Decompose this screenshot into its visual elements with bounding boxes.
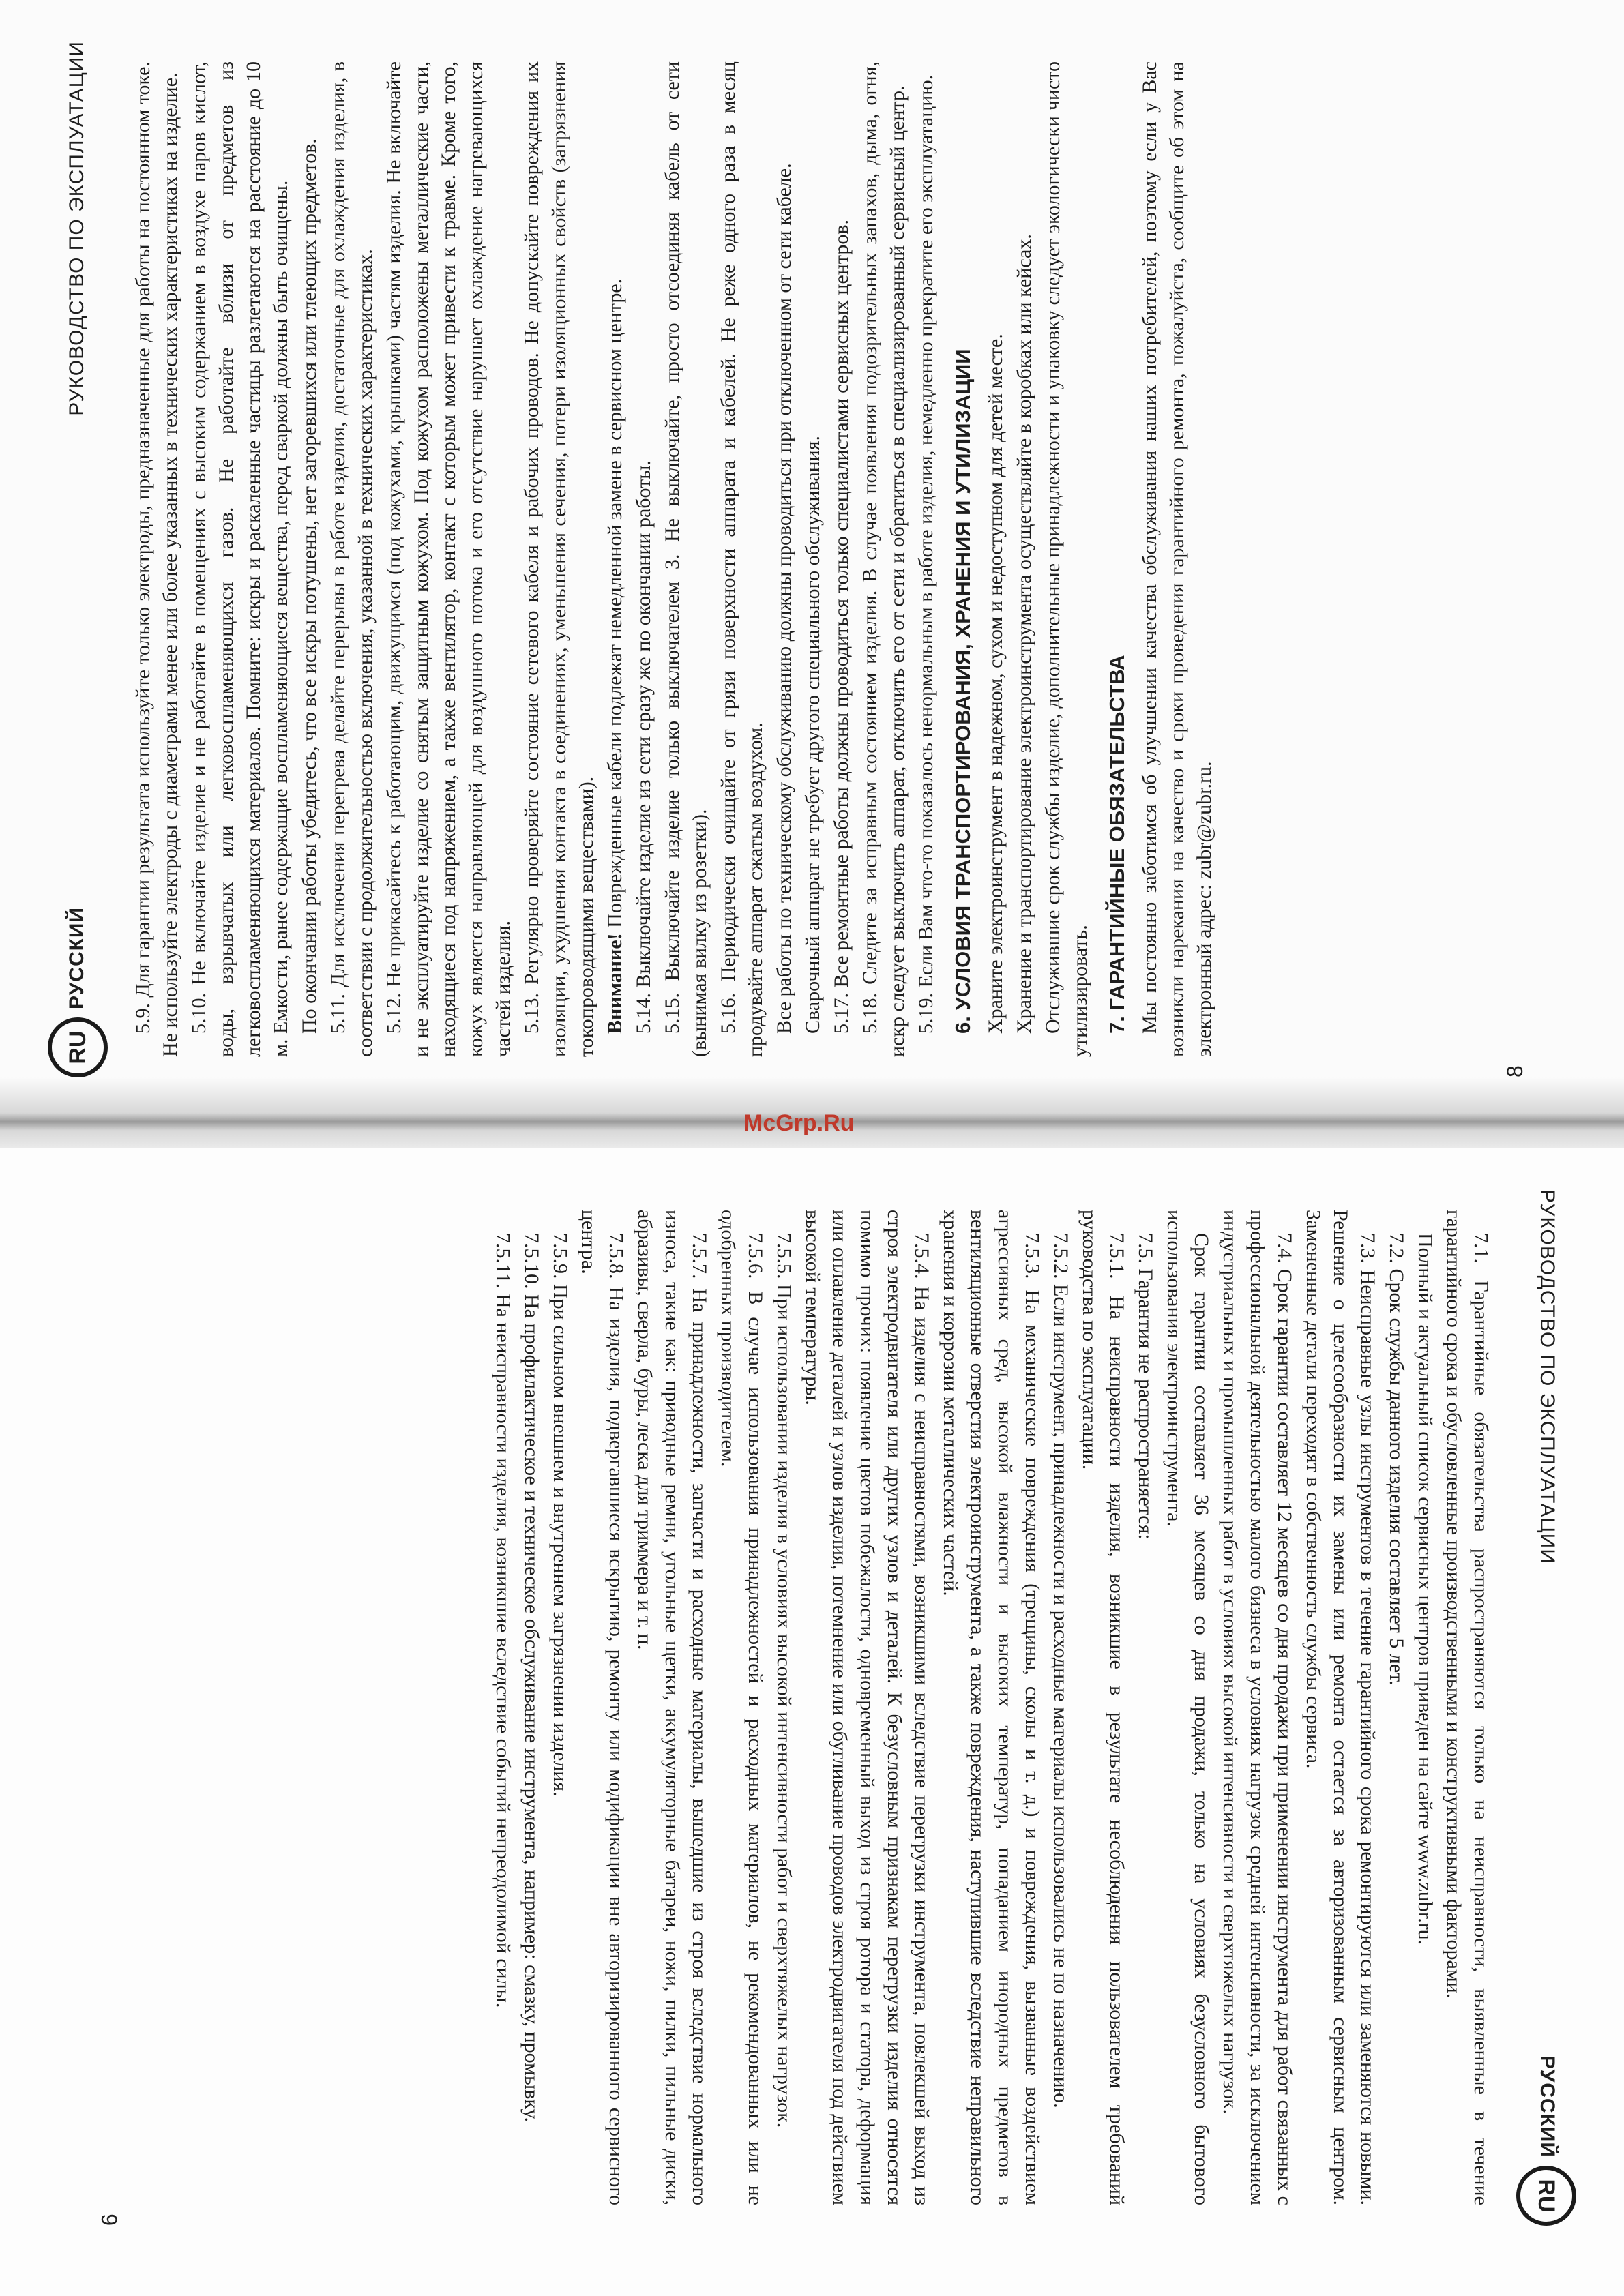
paragraph: 7.5.8. На изделия, подвергавшиеся вскрытию, ремонту или модификации вне авторизированного сервисного центра. [578, 1210, 628, 2205]
paragraph: Сварочный аппарат не требует другого специального обслуживания. [801, 435, 824, 1034]
paragraph: 7.2. Срок службы данного изделия составляет 5 лет. [1385, 1233, 1408, 1686]
page-content [130, 61, 1460, 1057]
paragraph: Полный и актуальный список сервисных центров приведен на сайте www.zubr.ru. [1414, 1233, 1436, 1945]
page-8 [0, 0, 1569, 1118]
watermark: McGrp.Ru [743, 1110, 855, 1136]
paragraph: 7.5.4. На изделия с неисправностями, возникшими вследствие перегрузки инструмента, повлекшей выход из строя электродвигателя или других узлов и деталей. К безусловным признакам перегрузки изделия относятся помимо прочих: появление цветов побежалости, одновременный выход из строя ротора и статора, деформация или оплавление деталей и узлов изделия, потемнение или обугливание проводов электродвигателя под действием высокой температуры. [801, 1210, 933, 2205]
paragraph: 7.3. Неисправные узлы инструментов в течение гарантийного срока ремонтируются или заменяются новыми. Решение о целесообразности их замены или ремонта остается за авторизованным сервисным центром. Замененные детали переходят в собственность службы сервиса. [1302, 1210, 1379, 2205]
paragraph: 5.14. Выключайте изделие из сети сразу же по окончании работы. [632, 460, 655, 1034]
page-number: 9 [97, 2213, 121, 2226]
page-content [164, 1210, 1494, 2205]
warning-text: Поврежденные кабели подлежат немедленной замене в сервисном центре. [604, 278, 626, 934]
paragraph: 7.5.5. При использовании изделия в условиях высокой интенсивности работ и сверхтяжелых нагрузок. [773, 1233, 795, 2128]
paragraph: Хранение и транспортирование электроинструмента осуществляйте в коробках или кейсах. [1013, 234, 1035, 1034]
paragraph: 7.5.10. На профилактическое и техническое обслуживание инструмента, например: смазку, промывку. [520, 1233, 543, 2123]
page-9-sheet [0, 1148, 1624, 2296]
paragraph: 7.4. Срок гарантии составляет 12 месяцев со дня продажи при применении инструмента для работ связанных с профессиональной деятельностью малого бизнеса в условиях нагрузок средней интенсивности, за исключением индустриальных и промышленных работ в условиях высокой интенсивности и сверхтяжелых нагрузок. [1219, 1210, 1296, 2205]
paragraph: 5.19. Если Вам что-то показалось ненормальным в работе изделия, немедленно прекратите его эксплуатацию. [915, 74, 937, 1034]
paragraph: 5.16. Периодически очищайте от грязи поверхности аппарата и кабелей. Не реже одного раза в месяц продувайте аппарат сжатым воздухом. [717, 61, 767, 1057]
page-number: 8 [1503, 1065, 1527, 1077]
paragraph: Срок гарантии составляет 36 месяцев со дня продажи, только на условиях безусловного бытового использования электроинструмента. [1163, 1210, 1213, 2205]
paragraph: Отслужившие срок службы изделие, дополнительные принадлежности и упаковку следует экологически чисто утилизировать. [1042, 61, 1091, 1057]
paragraph: 5.10. Не включайте изделие и не работайте в помещениях с высоким содержанием в воздухе паров кислот, воды, взрывчатых или легковоспламеняющихся газов. Не работайте вблизи от предметов из легковоспламеняющихся материалов. Помните: искры и раскаленные частицы разлетаются на расстояние до 10 м. Емкости, ранее содержащие воспламеняющиеся вещества, перед сваркой должны быть очищены. [188, 61, 292, 1057]
paragraph: 7.5.11. На неисправности изделия, возникшие вследствие событий непреодолимой силы. [492, 1233, 514, 2008]
warning-paragraph [602, 61, 629, 1057]
language-badge: RU [48, 1017, 108, 1077]
paragraph: 5.12. Не прикасайтесь к работающим, движущимся (под кожухами, крышками) частям изделия. Не включайте и не эксплуатируйте изделие со снятым защитным кожухом. Под кожухом расположены металлические части, находящиеся под напряжением, а также вентилятор, контакт с которым может привести к травме. Кроме того, кожух является направляющей для воздушного потока и его отсутствие нарушает охлаждение нагревающихся частей изделия. [383, 61, 514, 1057]
paragraph: 7.5.3. На механические повреждения (трещины, сколы и т. д.) и повреждения, вызванные воздействием агрессивных сред, высокой влажности и высоких температур, попаданием инородных предметов в вентиляционные отверстия электроинструмента, а также повреждения, наступившие вследствие неправильного хранения и коррозии металлических частей. [939, 1210, 1044, 2205]
page-header [1508, 1189, 1583, 2226]
paragraph: 5.15. Выключайте изделие только выключателем 3. Не выключайте, просто отсоединяя кабель от сети (вынимая вилку из розетки). [661, 61, 711, 1057]
language-badge: RU [1516, 2166, 1576, 2226]
paragraph: 7.5.7. На принадлежности, запчасти и расходные материалы, вышедшие из строя вследствие нормального износа, такие как: приводные ремни, угольные щетки, аккумуляторные батареи, ножи, пилки, пильные диски, абразивы, сверла, буры, леска для триммера и т. п. [634, 1210, 711, 2205]
paragraph: 5.18. Следите за исправным состоянием изделия. В случае появления подозрительных запахов, дыма, огня, искр следует выключить аппарат, отключить его от сети и обратиться в специализированный сервисный центр. [859, 61, 909, 1057]
paragraph: 7.5. Гарантия не распространяется: [1134, 1233, 1157, 1540]
manual-title: РУКОВОДСТВО ПО ЭКСПЛУАТАЦИИ [65, 41, 88, 416]
paragraph: Мы постоянно заботимся об улучшении качества обслуживания наших потребителей, поэтому если у Вас возникли нарекания на качество и сроки проведения гарантийного ремонта, пожалуйста, сообщите об этом на электронный адрес: zubr@zubr.ru. [1138, 61, 1215, 1057]
page-9 [55, 1148, 1624, 2267]
paragraph: 7.5.2. Если инструмент, принадлежности и расходные материалы использовались не по назначению. [1050, 1233, 1072, 2108]
paragraph: 5.11. Для исключения перегрева делайте перерывы в работе изделия, достаточные для охлаждения изделия, в соответствии с продолжительностью включения, указанной в технических характеристиках. [327, 61, 377, 1057]
paragraph: Храните электроинструмент в надежном, сухом и недоступном для детей месте. [984, 333, 1007, 1034]
paragraph: 7.5.1. На неисправности изделия, возникшие в результате несоблюдения пользователем требований руководства по эксплуатации. [1078, 1210, 1128, 2205]
section-heading-6: 6. УСЛОВИЯ ТРАНСПОРТИРОВАНИЯ, ХРАНЕНИЯ И УТИЛИЗАЦИИ [951, 348, 975, 1034]
paragraph: 5.13. Регулярно проверяйте состояние сетевого кабеля и рабочих проводов. Не допускайте повреждения их изоляции, ухудшения контакта в соединениях, уменьшения сечения, потери изоляционных свойств (загрязнения токопроводящими веществами). [520, 61, 597, 1057]
manual-title: РУКОВОДСТВО ПО ЭКСПЛУАТАЦИИ [1536, 1189, 1559, 1564]
paragraph: 5.17. Все ремонтные работы должны проводиться только специалистами сервисных центров. [830, 220, 853, 1034]
page-header [41, 41, 116, 1077]
language-label: РУССКИЙ [1536, 2055, 1559, 2158]
paragraph: 5.9. Для гарантии результата используйте только электроды, предназначенные для работы на постоянном токе. Не используйте электроды с диаметрами менее или более указанных в технических характеристиках на изделие. [132, 61, 181, 1057]
section-heading-7: 7. ГАРАНТИЙНЫЕ ОБЯЗАТЕЛЬСТВА [1105, 655, 1129, 1034]
language-label: РУССКИЙ [65, 906, 88, 1009]
paragraph: Все работы по техническому обслуживанию должны проводиться при отключенном от сети кабеле. [773, 163, 795, 1034]
paragraph: 7.1. Гарантийные обязательства распространяются только на неисправности, выявленные в течение гарантийного срока и обусловленные производственными и конструктивными факторами. [1443, 1210, 1492, 2205]
paragraph: 7.5.6. В случае использования принадлежностей и расходных материалов, не рекомендованных или не одобренных производителем. [717, 1210, 767, 2205]
paragraph: 7.5.9. При сильном внешнем и внутреннем загрязнении изделия. [549, 1233, 572, 1797]
warning-label: Внимание! [604, 933, 626, 1034]
paragraph: По окончании работы убедитесь, что все искры потушены, нет загоревшихся или тлеющих предметов. [298, 138, 321, 1034]
